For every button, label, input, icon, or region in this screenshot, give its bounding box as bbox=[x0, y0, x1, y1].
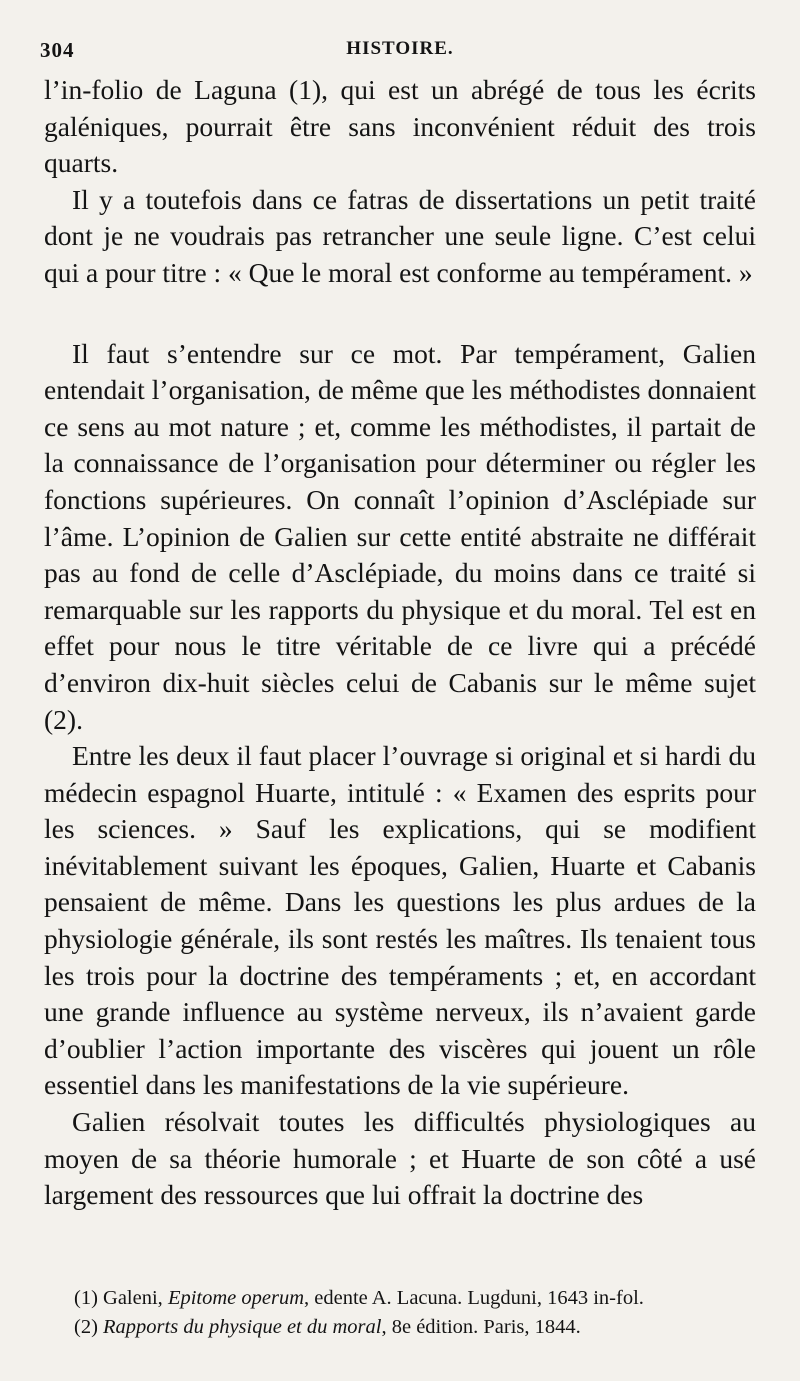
footnote-text: Galeni, bbox=[103, 1287, 168, 1309]
section-break bbox=[44, 292, 756, 336]
footnote-italic-title: Epitome operum bbox=[167, 1287, 305, 1309]
running-header bbox=[40, 34, 760, 64]
paragraph-continued: l’in-folio de Laguna (1), qui est un abrégé de tous les écrits galéniques, pourrait être sans inconvénient réduit des trois quarts. bbox=[44, 74, 756, 179]
paragraph: Il y a toutefois dans ce fatras de dissertations un petit traité dont je ne voudrais pas retrancher une seule ligne. C’est celui qui a pour titre : « Que le moral est conforme au tempérament. » bbox=[44, 183, 756, 288]
paragraph: Entre les deux il faut placer l’ouvrage si original et si hardi du médecin espagnol Huarte, intitulé : « Examen des esprits pour les sciences. » Sauf les explications, qui se modifient inévitablement suivant les époques, Galien, Huarte et Cabanis pensaient de même. Dans les questions les plus ardues de la physiologie générale, ils sont restés les maîtres. Ils tenaient tous les trois pour la doctrine des tempéraments ; et, en accordant une grande influence au système nerveux, ils n’avaient garde d’oublier l’action importante des viscères qui jouent un rôle essentiel dans les manifestations de la vie supérieure. bbox=[44, 740, 756, 1101]
footnote-text: , edente A. Lacuna. Lugduni, 1643 in-fol. bbox=[304, 1287, 644, 1309]
footnote-marker: (1) bbox=[74, 1287, 98, 1309]
footnote-marker: (2) bbox=[74, 1316, 98, 1338]
paragraph: Galien résolvait toutes les difficultés physiologiques au moyen de sa théorie humorale ; et Huarte de son côté a usé largement des ressources que lui offrait la doctrine des bbox=[44, 1106, 756, 1211]
main-text bbox=[44, 72, 756, 1214]
page-number: 304 bbox=[40, 38, 75, 62]
paragraph: Il faut s’entendre sur ce mot. Par tempérament, Galien entendait l’organisation, de même que les méthodistes donnaient ce sens au mot nature ; et, comme les méthodistes, il partait de la connaissance de l’organisation pour déterminer ou régler les fonctions supérieures. On connaît l’opinion d’Asclépiade sur l’âme. L’opinion de Galien sur cette entité abstraite ne différait pas au fond de celle d’Asclépiade, du moins dans ce traité si remarquable sur les rapports du physique et du moral. Tel est en effet pour nous le titre véritable de ce livre qui a précédé d’environ dix-huit siècles celui de Cabanis sur le même sujet (2). bbox=[44, 337, 756, 735]
footnote bbox=[74, 1313, 764, 1342]
running-title: HISTOIRE. bbox=[346, 38, 454, 59]
footnotes bbox=[74, 1284, 764, 1342]
footnote-italic-title: Rapports du physique et du moral bbox=[103, 1316, 382, 1338]
footnote-text: , 8e édition. Paris, 1844. bbox=[381, 1316, 581, 1338]
footnote bbox=[74, 1284, 764, 1313]
